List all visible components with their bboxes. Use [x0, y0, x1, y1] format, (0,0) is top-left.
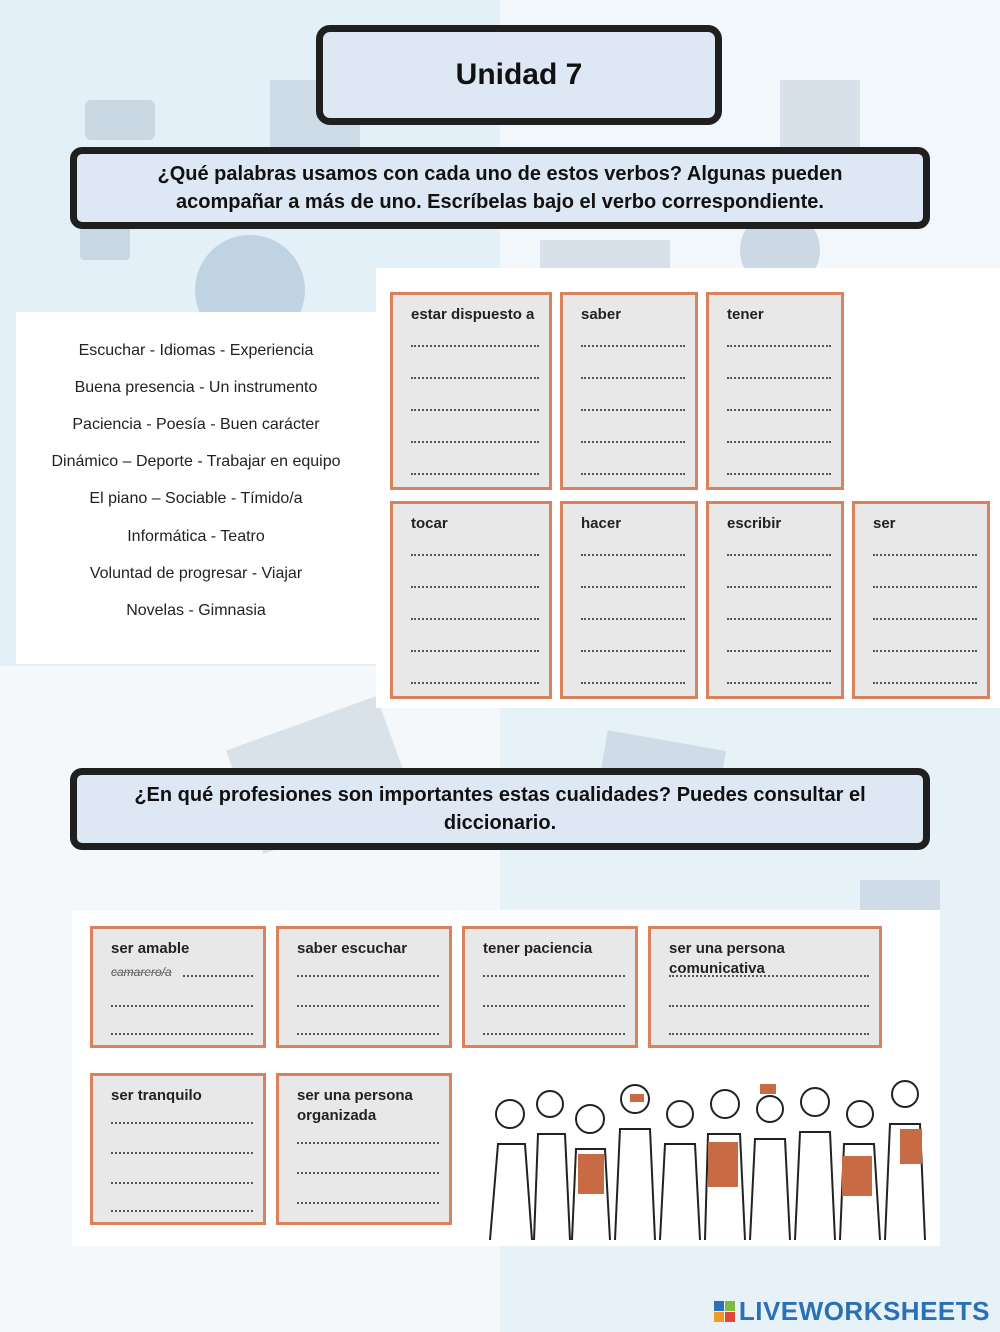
answer-line[interactable] — [483, 1005, 625, 1007]
logo-square — [725, 1312, 735, 1322]
instruction-box-2 — [70, 768, 930, 850]
instruction-line: ¿En qué profesiones son importantes estas cualidades? Puedes consultar el — [134, 784, 866, 806]
quality-card-tener-paciencia — [462, 926, 638, 1048]
verb-card-saber — [560, 292, 698, 490]
quality-card-ser-comunicativa — [648, 926, 882, 1048]
verb-card-ser — [852, 501, 990, 699]
answer-line[interactable] — [581, 377, 685, 379]
professions-illustration — [470, 1074, 940, 1240]
word-bank-line: Escuchar - Idiomas - Experiencia — [78, 342, 314, 359]
quality-card-ser-tranquilo — [90, 1073, 266, 1225]
logo-square — [725, 1301, 735, 1311]
answer-line[interactable] — [411, 682, 539, 684]
quality-label: tener paciencia — [483, 940, 593, 957]
answer-line[interactable] — [111, 1033, 253, 1035]
answer-line[interactable] — [297, 1005, 439, 1007]
answer-line[interactable] — [411, 473, 539, 475]
answer-line[interactable] — [111, 1122, 253, 1124]
word-bank-line: El piano – Sociable - Tímido/a — [89, 490, 303, 507]
answer-line[interactable] — [411, 345, 539, 347]
instruction-line: diccionario. — [443, 812, 557, 834]
answer-line[interactable] — [727, 473, 831, 475]
answer-line[interactable] — [581, 586, 685, 588]
verbs-panel — [376, 268, 1000, 708]
verb-label: tener — [727, 306, 764, 323]
word-bank-line: Voluntad de progresar - Viajar — [89, 565, 303, 582]
instruction-line: ¿Qué palabras usamos con cada uno de estos verbos? Algunas pueden — [157, 163, 843, 185]
answer-line[interactable] — [873, 554, 977, 556]
answer-line[interactable] — [411, 441, 539, 443]
answer-line[interactable] — [669, 1033, 869, 1035]
answer-line[interactable] — [111, 1005, 253, 1007]
answer-line[interactable] — [411, 650, 539, 652]
title-box — [316, 25, 722, 125]
verb-label: tocar — [411, 515, 448, 532]
answer-line[interactable] — [581, 682, 685, 684]
answer-line[interactable] — [581, 345, 685, 347]
answer-line[interactable] — [411, 409, 539, 411]
quality-label: ser una persona comunicativa — [669, 940, 785, 977]
answer-line[interactable] — [581, 554, 685, 556]
answer-line[interactable] — [483, 975, 625, 977]
verb-label: hacer — [581, 515, 622, 532]
quality-card-saber-escuchar — [276, 926, 452, 1048]
answer-line[interactable] — [727, 441, 831, 443]
answer-line[interactable] — [111, 1210, 253, 1212]
logo-mark — [714, 1301, 735, 1322]
answer-line[interactable] — [111, 1152, 253, 1154]
quality-label: ser amable — [111, 940, 190, 957]
answer-line[interactable] — [297, 975, 439, 977]
logo-square — [714, 1301, 724, 1311]
answer-line[interactable] — [581, 473, 685, 475]
answer-line[interactable] — [411, 586, 539, 588]
verb-label: ser — [873, 515, 896, 532]
answer-line[interactable] — [873, 586, 977, 588]
word-bank — [16, 312, 376, 664]
answer-line[interactable] — [581, 409, 685, 411]
example-answer: camarero/a — [111, 965, 172, 979]
answer-line[interactable] — [873, 682, 977, 684]
instruction-line: acompañar a más de uno. Escríbelas bajo el verbo correspondiente. — [175, 191, 824, 213]
quality-label-line: ser una persona — [297, 1087, 413, 1104]
answer-line[interactable] — [483, 1033, 625, 1035]
answer-line[interactable] — [297, 1142, 439, 1144]
answer-line[interactable] — [297, 1202, 439, 1204]
quality-card-ser-organizada — [276, 1073, 452, 1225]
answer-line[interactable] — [669, 975, 869, 977]
instruction-text-2 — [134, 781, 865, 837]
word-bank-line: Dinámico – Deporte - Trabajar en equipo — [51, 453, 341, 470]
answer-line[interactable] — [297, 1172, 439, 1174]
quality-label: ser tranquilo — [111, 1087, 202, 1104]
logo-text: LIVEWORKSHEETS — [738, 1296, 990, 1326]
page-title: Unidad 7 — [455, 58, 583, 91]
word-bank-line: Novelas - Gimnasia — [126, 602, 266, 619]
quality-label: saber escuchar — [297, 940, 408, 957]
answer-line[interactable] — [581, 650, 685, 652]
answer-line[interactable] — [727, 586, 831, 588]
verb-card-estar-dispuesto-a — [390, 292, 552, 490]
answer-line[interactable] — [297, 1033, 439, 1035]
verb-card-hacer — [560, 501, 698, 699]
liveworksheets-logo — [714, 1296, 990, 1327]
answer-line[interactable] — [669, 1005, 869, 1007]
quality-label-line: organizada — [297, 1106, 377, 1124]
verb-card-tener — [706, 292, 844, 490]
instruction-text-1 — [158, 160, 843, 216]
answer-line[interactable] — [411, 377, 539, 379]
quality-label — [297, 1086, 413, 1125]
answer-line[interactable] — [727, 377, 831, 379]
answer-line[interactable] — [411, 554, 539, 556]
answer-line[interactable] — [183, 975, 253, 977]
answer-line[interactable] — [111, 1182, 253, 1184]
verb-card-escribir — [706, 501, 844, 699]
answer-line[interactable] — [727, 345, 831, 347]
answer-line[interactable] — [873, 650, 977, 652]
instruction-box-1 — [70, 147, 930, 229]
verb-label: escribir — [727, 515, 782, 532]
quality-card-ser-amable — [90, 926, 266, 1048]
logo-square — [714, 1312, 724, 1322]
word-bank-line: Buena presencia - Un instrumento — [74, 379, 318, 396]
answer-line[interactable] — [727, 618, 831, 620]
answer-line[interactable] — [727, 554, 831, 556]
answer-line[interactable] — [411, 618, 539, 620]
answer-line[interactable] — [581, 618, 685, 620]
answer-line[interactable] — [727, 409, 831, 411]
answer-line[interactable] — [727, 650, 831, 652]
word-bank-line: Paciencia - Poesía - Buen carácter — [72, 416, 320, 433]
verb-label: estar dispuesto a — [411, 306, 535, 323]
answer-line[interactable] — [727, 682, 831, 684]
answer-line[interactable] — [873, 618, 977, 620]
verb-card-tocar — [390, 501, 552, 699]
answer-line[interactable] — [581, 441, 685, 443]
verb-label: saber — [581, 306, 622, 323]
word-bank-line: Informática - Teatro — [127, 528, 265, 545]
